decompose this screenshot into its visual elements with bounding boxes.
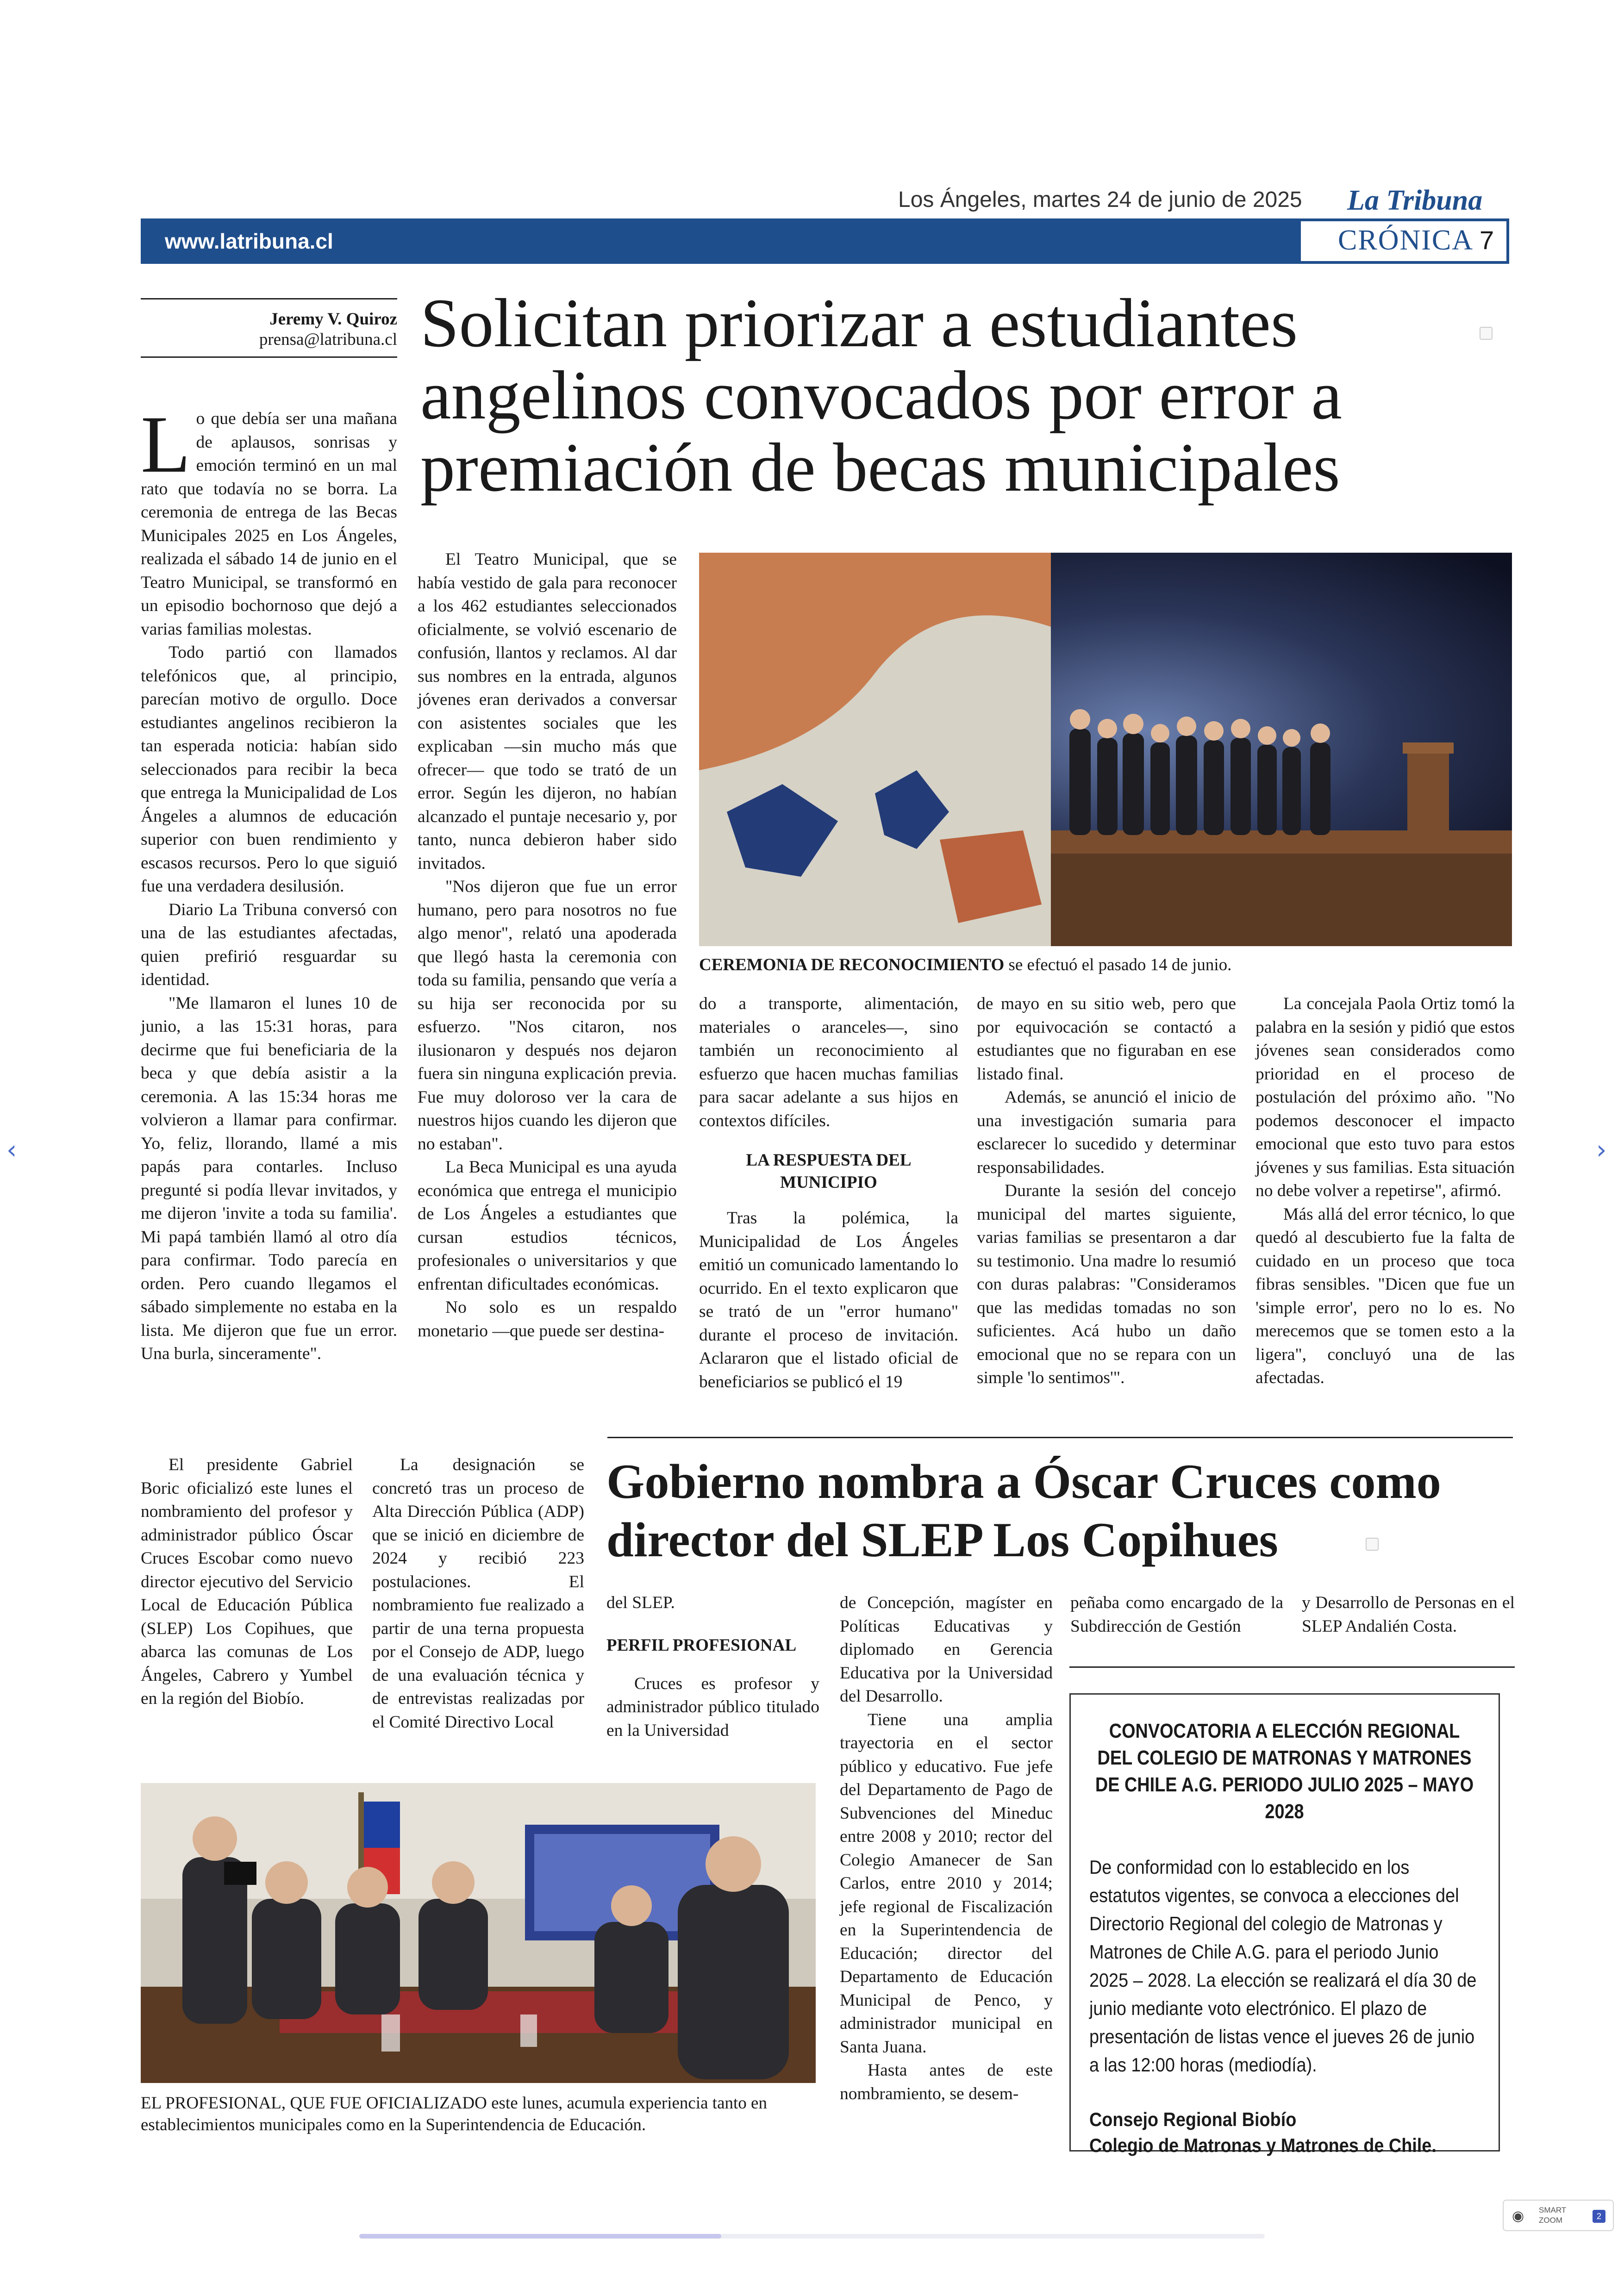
zoom-marker-icon[interactable] xyxy=(1480,327,1493,340)
byline-rule-bottom xyxy=(141,356,397,358)
paragraph: El Teatro Municipal, que se había vestido de gala para reconocer a los 462 estudiantes seleccionados oficialmente, se volvió escenario de confusión, llantos y reclamos. Al dar sus nombres en la entrada, algunos jóvenes eran derivados a conversar con asistentes sociales que les explicaban —sin mucho más que ofrecer— que todo se trató de un error. Según les dijeron, no habían alcanzado el puntaje necesario y, por tanto, nunca debieron haber sido invitados. xyxy=(418,550,677,873)
notice-signature-line: Consejo Regional Biobío xyxy=(1089,2108,1297,2130)
newspaper-logo: La Tribuna xyxy=(1347,185,1483,216)
article2-column-5 xyxy=(1070,1591,1283,1638)
paragraph: Tiene una amplia trayectoria en el sector público y educativo. Fue jefe del Departamento de Pago de Subvenciones del Mineduc entre 2008 y 2010; rector del Colegio Amanecer de San Carlos, entre 2010 y 2014; jefe regional de Fiscalización en la Superintendencia de Educación; director del Departamento de Educación Municipal de Penco, y administrador municipal en Santa Juana. xyxy=(840,1710,1053,2057)
subheading-perfil: PERFIL PROFESIONAL xyxy=(606,1635,797,1655)
meeting-photo-illustration xyxy=(141,1783,816,2083)
byline-email: prensa@latribuna.cl xyxy=(259,330,397,349)
smart-zoom-button[interactable] xyxy=(1503,2200,1614,2231)
byline-author: Jeremy V. Quiroz xyxy=(269,310,397,329)
byline-rule xyxy=(141,298,397,299)
article2-column-6 xyxy=(1302,1591,1515,1638)
chevron-right-icon[interactable]: › xyxy=(1596,1135,1607,1165)
notice-body: De conformidad con lo establecido en los estatutos vigentes, se convoca a elecciones del Directorio Regional del colegio de Matronas y Matrones de Chile A.G. para el periodo Junio 2025 – 2028. La elección se realizará el día 30 de junio mediante voto electrónico. El plazo de presentación de listas vence el jueves 26 de junio a las 12:00 horas (mediodía). xyxy=(1089,1856,1477,2076)
paragraph: El presidente Gabriel Boric oficializó este lunes el nombramiento del profesor y administrador público Óscar Cruces Escobar como nuevo director ejecutivo del Servicio Local de Educación Pública (SLEP) Los Copihues, que abarca las comunas de Los Ángeles, Cabrero y Yumbel en la región del Biobío. xyxy=(141,1455,353,1708)
paragraph: de mayo en su sitio web, pero que por equivocación se contactó a estudiantes que no figuraban en ese listado final. xyxy=(977,994,1236,1084)
subheading-municipio: LA RESPUESTA DEL MUNICIPIO xyxy=(746,1151,912,1192)
paragraph: Diario La Tribuna conversó con una de las estudiantes afectadas, quien prefirió resguardar su identidad. xyxy=(141,900,397,989)
paragraph: Tras la polémica, la Municipalidad de Los Ángeles emitió un comunicado lamentando lo ocurrido. En el texto explicaron que se trató de un "error humano" durante el proceso de invitación. Aclararon que el listado oficial de beneficiarios se publicó el 19 xyxy=(699,1209,958,1391)
article2-column-2 xyxy=(372,1453,584,1734)
paragraph: "Me llamaron el lunes 10 de junio, a las 15:31 horas, para decirme que fui beneficiaria de la beca y que debía asistir a la ceremonia. A las 15:34 horas me volvieron a llamar para confirmar. Yo, feliz, llorando, llamé a mis papás para contarles. Incluso pregunté si podía llevar invitados, y me dijeron 'invite a toda su familia'. Mi papá también llamó al otro día para confirmar. Todo parecía en orden. Pero cuando llegamos el sábado simplemente no estaba en la lista. Me dijeron que fue un error. Una burla, sinceramente". xyxy=(141,993,397,1363)
eye-icon: ◉ xyxy=(1512,2208,1524,2224)
article1-column-5 xyxy=(1255,992,1515,1390)
headline-becas: Solicitan priorizar a estudiantes angelinos convocados por error a premiación de becas municipales xyxy=(420,285,1342,506)
paragraph: La designación se concretó tras un proceso de Alta Dirección Pública (ADP) que se inició en diciembre de 2024 y recibió 223 postulaciones. El nombramiento fue realizado a partir de una terna propuesta por el Consejo de ADP, luego de una evaluación técnica y de entrevistas realizadas por el Comité Directivo Local xyxy=(372,1455,584,1732)
paragraph: Todo partió con llamados telefónicos que, al principio, parecían motivo de orgullo. Doce estudiantes angelinos recibieron la tan esperada noticia: habían sido seleccionados para recibir la beca que entrega la Municipalidad de Los Ángeles a alumnos de educación superior con buen rendimiento y escasos recursos. Pero lo que siguió fue una verdadera desilusión. xyxy=(141,643,397,896)
article2-column-3 xyxy=(606,1591,819,1742)
notice-signature-line: Colegio de Matronas y Matrones de Chile. xyxy=(1089,2134,1437,2156)
article1-column-1 xyxy=(141,399,397,1366)
ceremony-photo[interactable] xyxy=(699,553,1512,946)
notice-title: CONVOCATORIA A ELECCIÓN REGIONAL DEL COLEGIO DE MATRONAS Y MATRONES DE CHILE A.G. PERIODO JULIO 2025 – MAYO 2028 xyxy=(1095,1720,1474,1823)
ceremony-photo-illustration xyxy=(699,553,1512,946)
paragraph: Durante la sesión del concejo municipal del martes siguiente, varias familias se presentaron a dar su testimonio. Una madre lo resumió con duras palabras: "Consideramos que las medidas tomadas no son suficientes. Acá hubo un daño emocional que no se repara con un simple 'lo sentimos'". xyxy=(977,1181,1236,1387)
paragraph: o que debía ser una mañana de aplausos, sonrisas y emoción terminó en un mal rato que todavía no se borra. La ceremonia de entrega de las Becas Municipales 2025 en Los Ángeles, realizada el sábado 14 de junio en el Teatro Municipal, se transformó en un episodio bochornoso que dejó a varias familias molestas. xyxy=(141,409,397,639)
paragraph: del SLEP. xyxy=(606,1593,675,1612)
paragraph: Además, se anunció el inicio de una investigación sumaria para esclarecer lo sucedido y determinar responsabilidades. xyxy=(977,1088,1236,1177)
paragraph: Cruces es profesor y administrador público titulado en la Universidad xyxy=(606,1674,819,1740)
publication-date: Los Ángeles, martes 24 de junio de 2025 xyxy=(898,187,1302,212)
paragraph: do a transporte, alimentación, materiales o aranceles—, sino también un reconocimiento al esfuerzo que hacen muchas familias para sacar adelante a sus hijos en contextos difíciles. xyxy=(699,994,958,1130)
paragraph: Más allá del error técnico, lo que quedó al descubierto fue la falta de cuidado en un proceso que toca fibras sensibles. "Dicen que fue un 'simple error', pero no lo es. No merecemos que se tomen esto a la ligera", concluyó una de las afectadas. xyxy=(1255,1204,1515,1387)
photo-caption-ceremony: CEREMONIA DE RECONOCIMIENTO se efectuó el pasado 14 de junio. xyxy=(699,955,1232,974)
paragraph: La concejala Paola Ortiz tomó la palabra en la sesión y pidió que estos jóvenes sean considerados como prioridad en el proceso de postulación del próximo año. "No podemos desconocer el impacto emocional que esto tuvo para estos jóvenes y sus familias. Esta situación no debe volver a repetirse", afirmó. xyxy=(1255,994,1515,1200)
headline-slep: Gobierno nombra a Óscar Cruces como director del SLEP Los Copihues xyxy=(606,1454,1441,1567)
photo-caption-cruces: EL PROFESIONAL, QUE FUE OFICIALIZADO este lunes, acumula experiencia tanto en establecimientos municipales como en la Superintendencia de Educación. xyxy=(141,2094,767,2134)
paragraph: Hasta antes de este nombramiento, se desem- xyxy=(840,2061,1053,2103)
notice-signature xyxy=(1089,2107,1480,2158)
article1-column-4 xyxy=(977,992,1236,1390)
article2-column-4 xyxy=(840,1591,1053,2106)
election-notice xyxy=(1069,1693,1500,2156)
page-scrollbar-thumb[interactable] xyxy=(359,2234,721,2239)
paragraph: La Beca Municipal es una ayuda económica que entrega el municipio de Los Ángeles a estudiantes que cursan estudios técnicos, profesionales o universitarios y que enfrentan dificultades económicas. xyxy=(418,1158,677,1294)
dropcap: L xyxy=(141,399,191,490)
chevron-left-icon[interactable]: ‹ xyxy=(6,1135,17,1165)
paragraph: "Nos dijeron que fue un error humano, pero para nosotros no fue algo menor", relató una apoderada que llegó hasta la ceremonia con toda su familia, pensando que vería a su hija ser reconocida por su esfuerzo. "Nos citaron, nos ilusionaron y después nos dejaron fuera sin ninguna explicación previa. Fue muy doloroso ver la cara de nuestros hijos cuando les dijeron que no estaban". xyxy=(418,877,677,1154)
meeting-photo[interactable] xyxy=(141,1783,816,2083)
paragraph: peñaba como encargado de la Subdirección de Gestión xyxy=(1070,1593,1283,1636)
paragraph: y Desarrollo de Personas en el SLEP Andalién Costa. xyxy=(1302,1593,1515,1636)
article2-column-1 xyxy=(141,1453,353,1711)
page-number: 7 xyxy=(1480,225,1494,255)
article1-column-3 xyxy=(699,992,958,1394)
paragraph: No solo es un respaldo monetario —que puede ser destina- xyxy=(418,1298,677,1341)
smart-zoom-label: SMART ZOOM xyxy=(1539,2206,1566,2225)
article1-column-2 xyxy=(418,548,677,1343)
website-url: www.latribuna.cl xyxy=(165,229,333,253)
section-divider xyxy=(607,1437,1513,1438)
smart-zoom-badge: 2 xyxy=(1593,2210,1605,2223)
section-name: CRÓNICA xyxy=(1338,225,1474,256)
zoom-marker-icon[interactable] xyxy=(1366,1538,1379,1551)
paragraph: de Concepción, magíster en Políticas Educativas y diplomado en Gerencia Educativa por la Universidad del Desarrollo. xyxy=(840,1593,1053,1706)
notice-divider xyxy=(1069,1666,1515,1668)
